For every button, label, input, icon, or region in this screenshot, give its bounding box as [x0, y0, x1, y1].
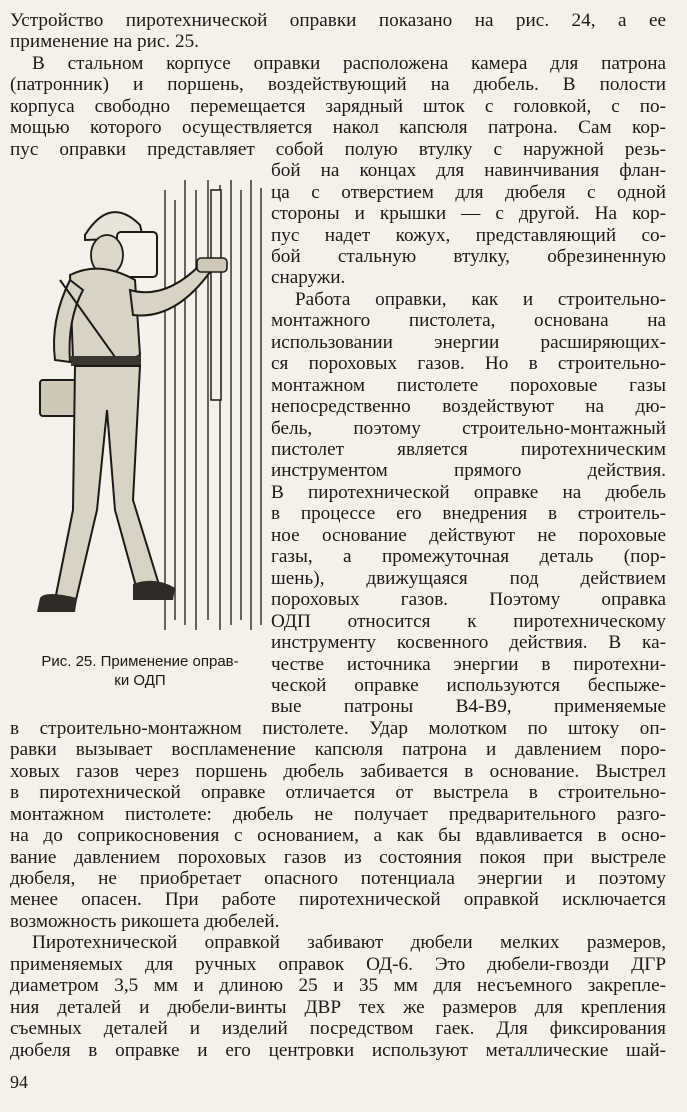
text-line: пус оправки представляет собой полую втулку с наружной резь- [10, 138, 666, 160]
text-line: бой на концах для навинчивания флан- [271, 160, 666, 182]
text-line: пус надет кожух, представляющий со- [271, 224, 666, 246]
page-number: 94 [10, 1072, 28, 1092]
text-line: инструментом прямого действия. [271, 460, 666, 482]
text-line: Работа оправки, как и строительно- [295, 288, 666, 310]
text-line: честве источника энергии в пиротехни- [271, 653, 666, 675]
worker-illustration [15, 180, 265, 640]
text-line: съемных деталей и изделий посредством гаек. Для фиксирования [10, 1018, 666, 1040]
text-line: мощью которого осуществляется накол капсюля патрона. Сам кор- [10, 117, 666, 139]
text-line: возможность рикошета дюбелей. [10, 910, 280, 932]
text-line: использовании энергии расширяющих- [271, 331, 666, 353]
figure-caption-line-2: ки ОДП [114, 672, 166, 689]
text-line: пороховых газов. Поэтому оправка [271, 589, 666, 611]
text-line: Пиротехнической оправкой забивают дюбели мелких размеров, [32, 932, 666, 954]
text-line: Устройство пиротехнической оправки показано на рис. 24, а ее [10, 10, 666, 31]
text-line: монтажного пистолета, основана на [271, 310, 666, 332]
text-line: бель, поэтому строительно-монтажный [271, 417, 666, 439]
text-line: монтажном пистолете: дюбель не получает предварительного разго- [10, 803, 666, 825]
text-line: ОДП относится к пиротехническому [271, 610, 666, 632]
text-line: применяемых для ручных оправок ОД-6. Это дюбели-гвозди ДГР [10, 953, 666, 975]
text-line: ховых газов через поршень дюбель забивается в основание. Выстрел [10, 760, 666, 782]
text-line: диаметром 3,5 мм и длиною 25 и 35 мм для несъемного закрепле- [10, 975, 666, 997]
text-line: бой стальную втулку, обрезиненную [271, 245, 666, 267]
text-line: стороны и крышки — с другой. На кор- [271, 203, 666, 225]
text-line: вание давлением пороховых газов из состояния покоя при выстреле [10, 846, 666, 868]
text-line: дюбеля, не приобретает опасного потенциала энергии и поэтому [10, 868, 666, 889]
text-line: вые патроны В4-В9, применяемые [271, 696, 666, 718]
text-line: применение на рис. 25. [10, 31, 199, 53]
text-line: (патронник) и поршень, воздействующий на дюбель. В полости [10, 74, 666, 96]
text-line: непосредственно воздействуют на дю- [271, 396, 666, 418]
text-line: монтажном пистолете пороховые газы [271, 374, 666, 396]
text-line: ческой оправке используются беспыже- [271, 674, 666, 696]
text-line: равки вызывает воспламенение капсюля патрона и давлением поро- [10, 739, 666, 761]
text-line: шень), движущаяся под действием [271, 567, 666, 589]
text-line: в процессе его внедрения в строитель- [271, 503, 666, 525]
text-line: ся пороховых газов. Но в строительно- [271, 353, 666, 375]
figure-caption-line-1: Рис. 25. Применение оправ- [41, 653, 239, 670]
text-line: корпуса свободно перемещается зарядный шток с головкой, с по- [10, 95, 666, 117]
text-line: ца с отверстием для дюбеля с одной [271, 181, 666, 203]
text-line: на до соприкосновения с основанием, а как бы вдавливается в осно- [10, 825, 666, 847]
text-line: ное основание действуют не пороховые [271, 524, 666, 546]
text-line: В стальном корпусе оправки расположена камера для патрона [32, 52, 666, 74]
text-line: снаружи. [271, 267, 346, 289]
text-line: инструменту косвенного действия. В ка- [271, 632, 666, 654]
text-line: ния деталей и дюбели-винты ДВР тех же размеров для крепления [10, 996, 666, 1018]
text-line: В пиротехнической оправке на дюбель [271, 481, 666, 503]
text-line: газы, а промежуточная деталь (пор- [271, 546, 666, 568]
text-line: дюбеля в оправке и его центровки используют металлические шай- [10, 1039, 666, 1061]
text-line: пистолет является пиротехническим [271, 439, 666, 460]
text-line: менее опасен. При работе пиротехнической оправкой исключается [10, 889, 666, 911]
text-line: в пиротехнической оправке отличается от выстрела в строительно- [10, 782, 666, 804]
text-line: в строительно-монтажном пистолете. Удар молотком по штоку оп- [10, 717, 666, 739]
